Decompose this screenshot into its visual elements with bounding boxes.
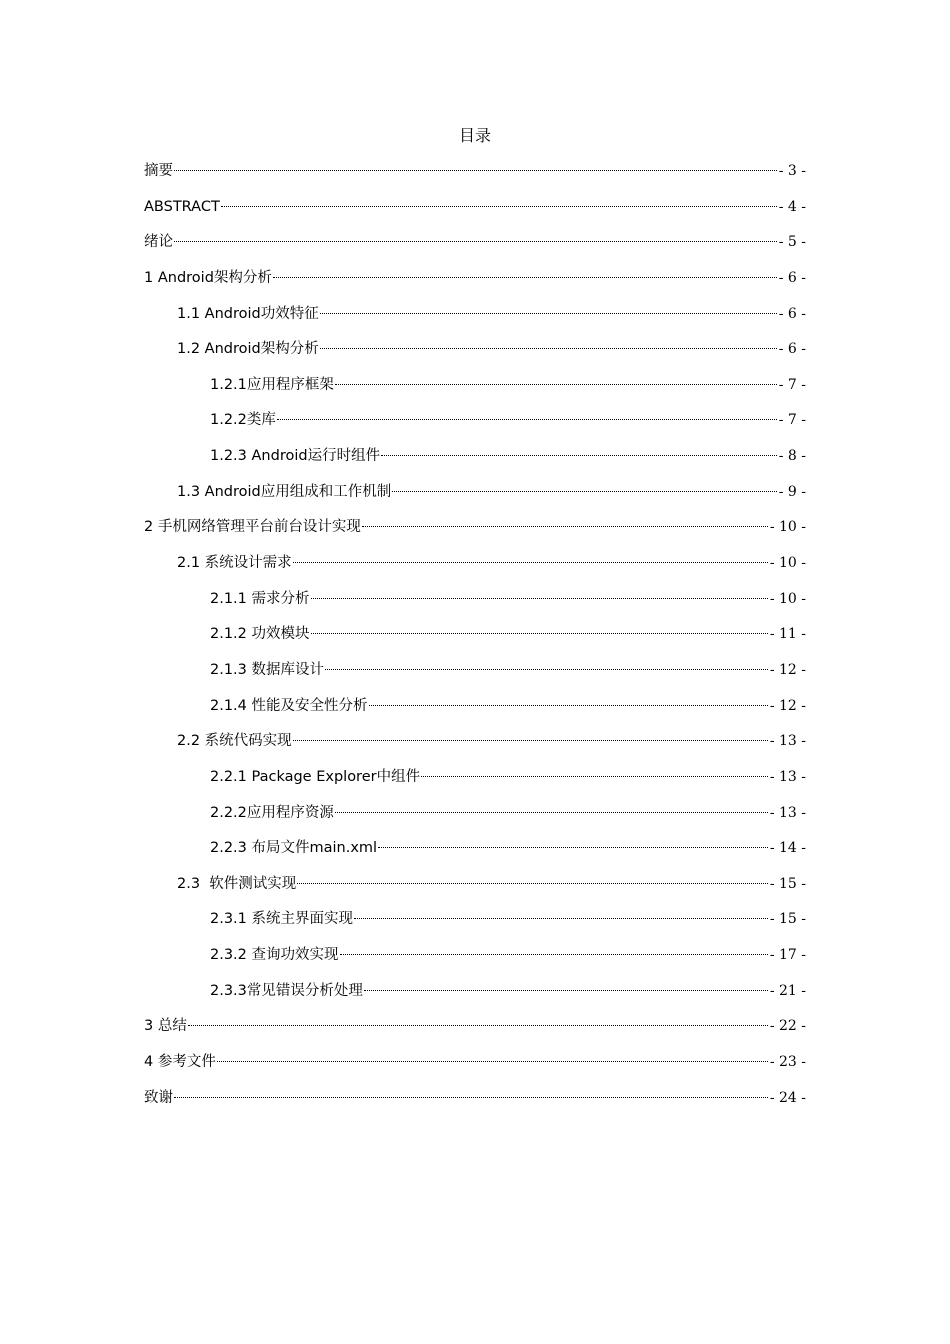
toc-entry-text: 2.1 系统设计需求 [177, 555, 292, 572]
toc-title: 目录 [458, 126, 491, 145]
dot-leader [293, 562, 768, 563]
dot-leader [340, 954, 768, 955]
dot-leader [320, 348, 777, 349]
toc-entry-page: - 9 - [778, 483, 806, 500]
dot-leader [378, 847, 768, 848]
dot-leader [364, 990, 768, 991]
dot-leader [421, 776, 768, 777]
toc-entry-text: 2.3.2 查询功效实现 [210, 947, 339, 964]
dot-leader [320, 313, 777, 314]
toc-entry-introduction[interactable] [144, 231, 806, 267]
toc-entry-page: - 13 - [769, 804, 806, 821]
toc-entry-text: 2 手机网络管理平台前台设计实现 [144, 519, 361, 536]
toc-entry-text: 2.1.1 需求分析 [210, 590, 310, 607]
toc-entry-page: - 10 - [769, 590, 806, 607]
toc-entry-section-2-1-3[interactable] [144, 659, 806, 695]
toc-entry-section-1-2-2[interactable] [144, 409, 806, 445]
toc-entry-section-2-3[interactable] [144, 873, 806, 909]
dot-leader [174, 170, 777, 171]
toc-entry-abstract-cn[interactable] [144, 160, 806, 196]
toc-entry-page: - 3 - [778, 163, 806, 179]
toc-entry-page: - 10 - [769, 519, 806, 536]
dot-leader [311, 633, 768, 634]
toc-entry-section-1-2-1[interactable] [144, 374, 806, 410]
toc-entry-section-2-2-3[interactable] [144, 837, 806, 873]
dot-leader [362, 526, 768, 527]
toc-entry-text: 1.2 Android架构分析 [177, 341, 319, 358]
toc-entry-section-1-2[interactable] [144, 338, 806, 374]
toc-entry-text: 3 总结 [144, 1018, 187, 1035]
toc-entry-page: - 5 - [778, 234, 806, 251]
toc-entry-page: - 8 - [778, 448, 806, 465]
toc-entry-text: 绪论 [144, 234, 173, 251]
dot-leader [381, 455, 777, 456]
toc-entry-text: 2.2.1 Package Explorer中组件 [210, 768, 421, 785]
toc-entry-section-1-1[interactable] [144, 303, 806, 339]
dot-leader [273, 277, 777, 278]
dot-leader [354, 918, 768, 919]
toc-entry-section-2-1[interactable] [144, 552, 806, 588]
toc-entry-section-2-3-1[interactable] [144, 908, 806, 944]
toc-entry-text: 1 Android架构分析 [144, 269, 272, 286]
toc-entry-page: - 14 - [769, 840, 806, 857]
toc-entry-text: 2.2.2应用程序资源 [210, 804, 334, 821]
toc-entry-section-2-2-2[interactable] [144, 802, 806, 838]
toc-entry-page: - 12 - [769, 697, 806, 714]
dot-leader [174, 241, 777, 242]
toc-entry-text: ABSTRACT [144, 198, 220, 215]
toc-entry-page: - 10 - [769, 555, 806, 572]
toc-entry-text: 2.1.2 功效模块 [210, 626, 310, 643]
dot-leader [293, 740, 768, 741]
toc-entry-page: - 21 - [769, 982, 806, 999]
toc-entry-text: 1.3 Android应用组成和工作机制 [177, 483, 392, 500]
toc-entry-page: - 6 - [778, 269, 806, 286]
toc-entry-page: - 17 - [769, 947, 806, 964]
toc-entry-page: - 22 - [769, 1018, 806, 1035]
toc-entry-text: 1.2.3 Android运行时组件 [210, 448, 381, 465]
dot-leader [311, 598, 768, 599]
toc-entry-text: 2.3.3常见错误分析处理 [210, 982, 363, 999]
toc-entry-text: 1.2.2类库 [210, 412, 276, 429]
toc-entry-section-2-3-3[interactable] [144, 980, 806, 1016]
dot-leader [174, 1097, 768, 1098]
dot-leader [325, 669, 768, 670]
toc-entry-section-2-2-1[interactable] [144, 766, 806, 802]
toc-entry-text: 1.2.1应用程序框架 [210, 376, 334, 393]
toc-entry-page: - 7 - [778, 376, 806, 393]
toc-entry-chapter-3[interactable] [144, 1015, 806, 1051]
toc-entry-page: - 24 - [769, 1089, 806, 1106]
toc-entry-page: - 15 - [769, 875, 806, 892]
toc-entry-section-1-2-3[interactable] [144, 445, 806, 481]
toc-entry-text: 致谢 [144, 1089, 173, 1106]
toc-entry-page: - 7 - [778, 412, 806, 429]
toc-entry-chapter-1[interactable] [144, 267, 806, 303]
toc-entry-page: - 15 - [769, 911, 806, 928]
toc-entry-page: - 13 - [769, 768, 806, 785]
dot-leader [369, 705, 768, 706]
dot-leader [335, 812, 768, 813]
toc-entry-page: - 6 - [778, 341, 806, 358]
toc-entry-page: - 4 - [778, 198, 806, 215]
toc-entry-text: 2.3 软件测试实现 [177, 875, 297, 892]
toc-entry-page: - 6 - [778, 305, 806, 322]
dot-leader [188, 1025, 768, 1026]
toc-entry-page: - 23 - [769, 1054, 806, 1071]
dot-leader [297, 883, 768, 884]
toc-entry-text: 2.1.3 数据库设计 [210, 661, 325, 678]
dot-leader [217, 1061, 768, 1062]
toc-entry-abstract-en[interactable] [144, 196, 806, 232]
toc-entry-section-2-1-4[interactable] [144, 695, 806, 731]
toc-entry-page: - 13 - [769, 733, 806, 750]
toc-entry-page: - 12 - [769, 661, 806, 678]
toc-entry-section-2-2[interactable] [144, 730, 806, 766]
toc-entry-text: 2.3.1 系统主界面实现 [210, 911, 354, 928]
dot-leader [277, 419, 777, 420]
dot-leader [335, 384, 777, 385]
toc-entry-section-2-1-2[interactable] [144, 623, 806, 659]
toc-entry-chapter-4[interactable] [144, 1051, 806, 1087]
toc-entry-acknowledgements[interactable] [144, 1087, 806, 1123]
toc-entry-text: 2.2.3 布局文件main.xml [210, 840, 378, 857]
toc-entry-text: 2.2 系统代码实现 [177, 733, 292, 750]
toc-entry-text: 4 参考文件 [144, 1054, 216, 1071]
toc-entry-text: 1.1 Android功效特征 [177, 305, 319, 322]
toc-entry-text: 摘要 [144, 163, 173, 179]
toc-entry-section-1-3[interactable] [144, 481, 806, 517]
toc-entry-text: 2.1.4 性能及安全性分析 [210, 697, 368, 714]
dot-leader [392, 491, 776, 492]
dot-leader [221, 206, 777, 207]
toc-entry-page: - 11 - [769, 626, 806, 643]
toc-entry-chapter-2[interactable] [144, 516, 806, 552]
toc-entry-section-2-1-1[interactable] [144, 588, 806, 624]
toc-entry-section-2-3-2[interactable] [144, 944, 806, 980]
toc-list [144, 160, 806, 1122]
